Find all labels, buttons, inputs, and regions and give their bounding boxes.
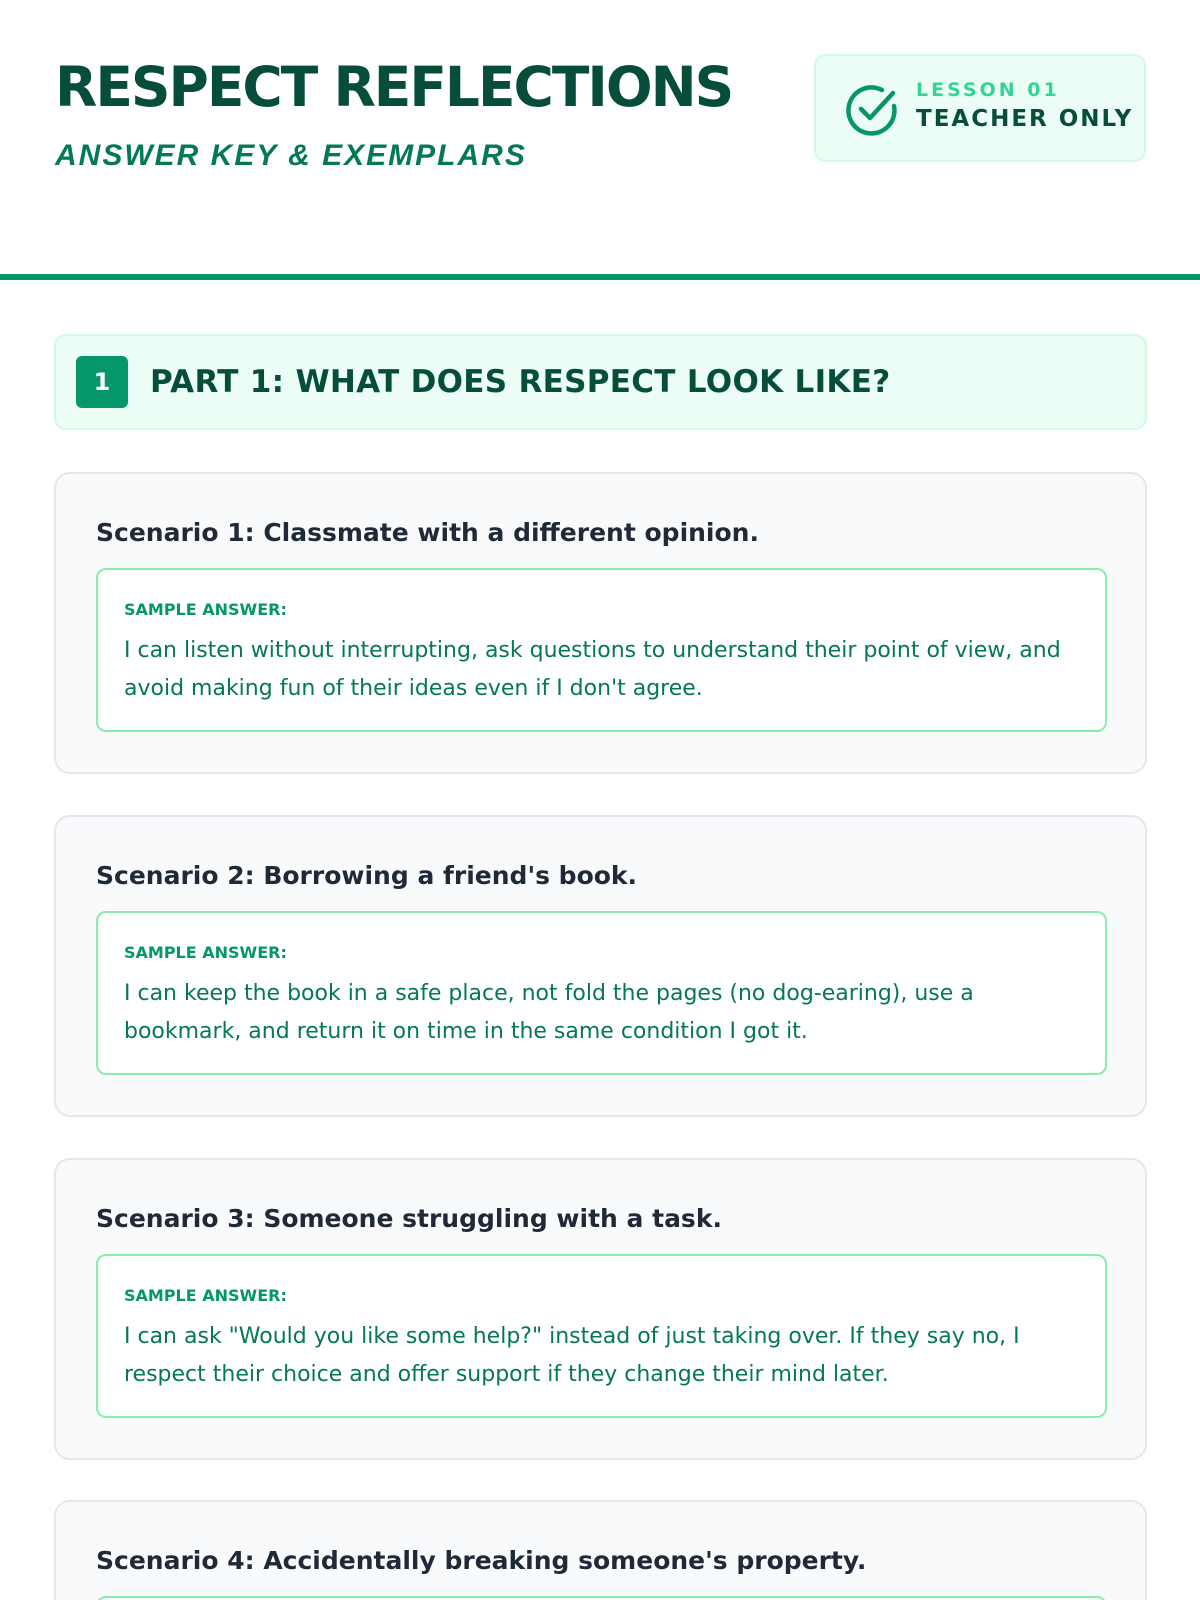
scenario-card (54, 815, 1147, 1117)
scenario-question: Scenario 2: Borrowing a friend's book. (96, 861, 638, 890)
section-number-badge: 1 (76, 356, 128, 408)
sample-answer-box (96, 568, 1107, 732)
audience-label: TEACHER ONLY (916, 106, 1134, 132)
scenario-question: Scenario 1: Classmate with a different opinion. (96, 518, 759, 547)
scenario-question: Scenario 3: Someone struggling with a task. (96, 1204, 722, 1233)
page-subtitle: ANSWER KEY & EXEMPLARS (55, 139, 527, 172)
sample-answer-text: I can ask "Would you like some help?" instead of just taking over. If they say no, I respect their choice and offer support if they change their mind later. (124, 1324, 1020, 1387)
scenario-card (54, 472, 1147, 774)
lesson-number: LESSON 01 (916, 79, 1060, 101)
section-title: PART 1: WHAT DOES RESPECT LOOK LIKE? (150, 364, 891, 400)
page-header (0, 0, 1200, 274)
scenario-card (54, 1158, 1147, 1460)
sample-answer-box (96, 1254, 1107, 1418)
sample-answer-label: SAMPLE ANSWER: (124, 943, 287, 962)
section-header (54, 334, 1147, 430)
scenario-card (54, 1500, 1147, 1600)
sample-answer-label: SAMPLE ANSWER: (124, 600, 287, 619)
page-title: RESPECT REFLECTIONS (55, 55, 733, 119)
check-circle-icon (844, 82, 900, 138)
scenario-question: Scenario 4: Accidentally breaking someone's property. (96, 1546, 867, 1575)
sample-answer-box (96, 1596, 1107, 1600)
sample-answer-text: I can listen without interrupting, ask questions to understand their point of view, and avoid making fun of their ideas even if I don't agree. (124, 638, 1061, 701)
sample-answer-text: I can keep the book in a safe place, not fold the pages (no dog-earing), use a bookmark, and return it on time in the same condition I got it. (124, 981, 974, 1044)
sample-answer-label: SAMPLE ANSWER: (124, 1286, 287, 1305)
lesson-badge (814, 54, 1146, 162)
sample-answer-box (96, 911, 1107, 1075)
